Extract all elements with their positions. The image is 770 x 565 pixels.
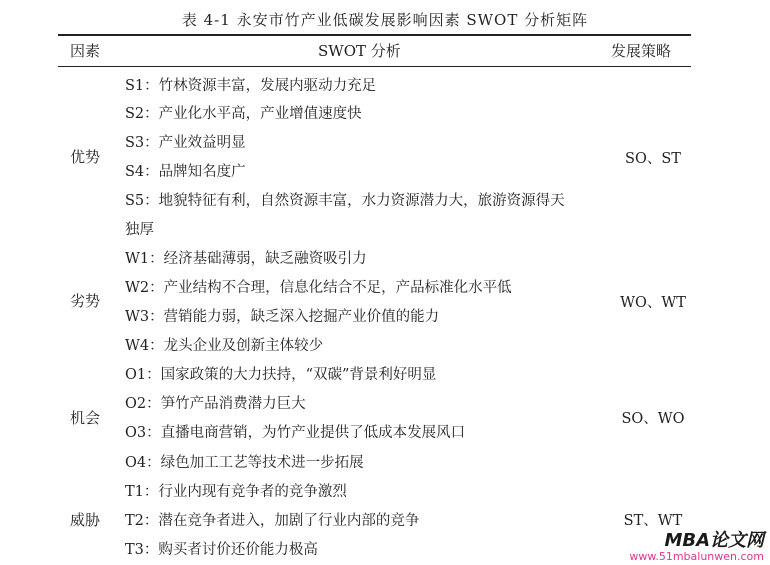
- list-item: W4：龙头企业及创新主体较少: [125, 338, 324, 354]
- top-rule: [58, 34, 691, 36]
- list-item: O4：绿色加工工艺等技术进一步拓展: [125, 455, 364, 471]
- strategy-weaknesses: WO、WT: [620, 295, 686, 311]
- watermark-url: www.51mbalunwen.com: [629, 550, 764, 563]
- header-swot: SWOT 分析: [318, 42, 401, 60]
- factor-opportunities: 机会: [70, 409, 101, 427]
- list-item: O1：国家政策的大力扶持，“双碳”背景利好明显: [125, 367, 437, 383]
- list-item: S2：产业化水平高，产业增值速度快: [125, 106, 362, 122]
- watermark-logo: MBA论文网: [664, 530, 764, 551]
- list-item: W1：经济基础薄弱，缺乏融资吸引力: [125, 251, 367, 267]
- list-item: T1：行业内现有竞争者的竞争激烈: [125, 484, 347, 500]
- list-item: W3：营销能力弱，缺乏深入挖掘产业价值的能力: [125, 309, 440, 325]
- strategy-opportunities: SO、WO: [621, 411, 685, 427]
- list-item: S5：地貌特征有利，自然资源丰富，水力资源潜力大，旅游资源得天: [125, 193, 565, 209]
- strategy-threats: ST、WT: [623, 513, 683, 529]
- header-strategy: 发展策略: [611, 42, 672, 60]
- list-item: S3：产业效益明显: [125, 135, 246, 151]
- factor-strengths: 优势: [70, 148, 101, 166]
- list-item: S4：品牌知名度广: [125, 164, 246, 180]
- list-item: T2：潜在竞争者进入，加剧了行业内部的竞争: [125, 513, 420, 529]
- table-title: 表 4-1 永安市竹产业低碳发展影响因素 SWOT 分析矩阵: [181, 11, 589, 29]
- strategy-strengths: SO、ST: [625, 151, 681, 167]
- list-item: S1：竹林资源丰富，发展内驱动力充足: [125, 78, 377, 94]
- list-item: O3：直播电商营销，为竹产业提供了低成本发展风口: [125, 425, 466, 441]
- list-item: O2：笋竹产品消费潜力巨大: [125, 396, 306, 412]
- factor-threats: 威胁: [70, 511, 101, 529]
- list-item: T3：购买者讨价还价能力极高: [125, 542, 318, 558]
- list-item: 独厚: [125, 222, 154, 238]
- list-item: W2：产业结构不合理，信息化结合不足，产品标准化水平低: [125, 280, 512, 296]
- watermark: [629, 532, 764, 563]
- header-rule: [58, 66, 691, 67]
- factor-weaknesses: 劣势: [70, 292, 101, 310]
- header-factor: 因素: [70, 42, 101, 60]
